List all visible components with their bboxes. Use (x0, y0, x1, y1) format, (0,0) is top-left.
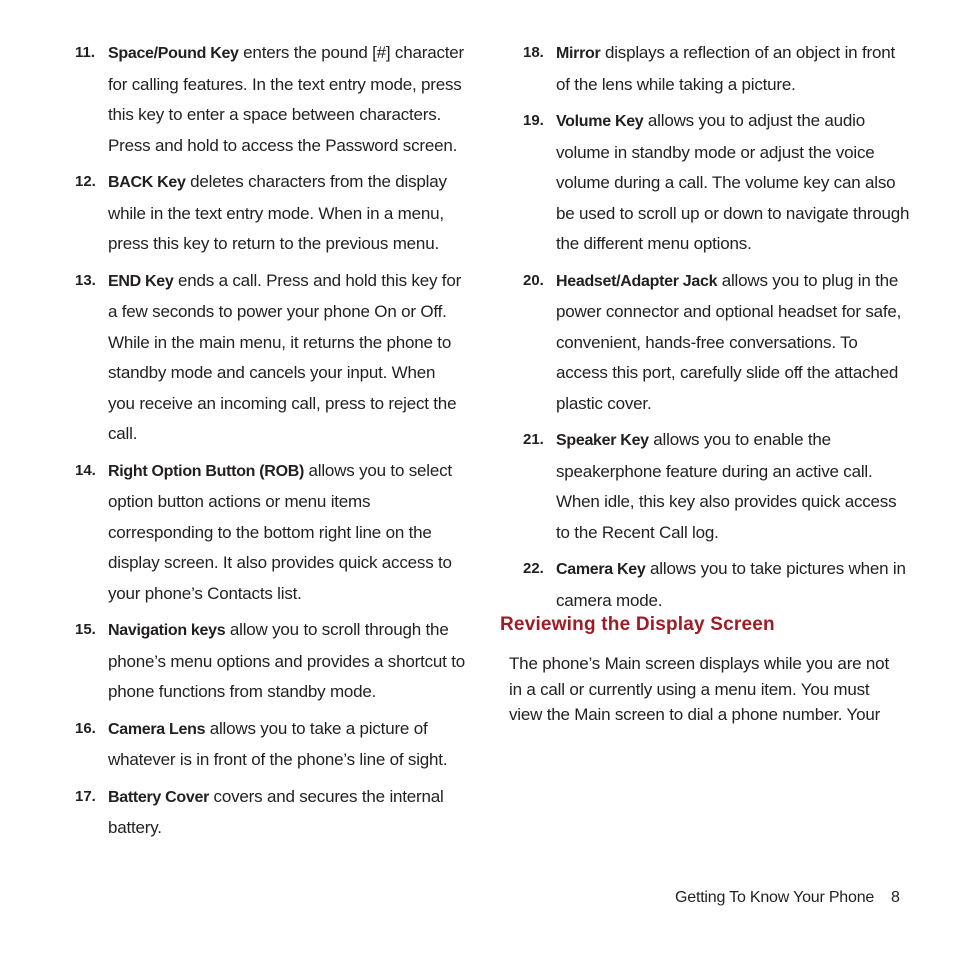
item-description: ends a call. Press and hold this key for a few seconds to power your phone On or Off. While in the main menu, it returns the phone to standby mode and cancels your input. When you receive an incoming call, press to reject the call. (108, 270, 462, 443)
item-description: allows you to take a picture of whatever is in front of the phone’s line of sight. (108, 718, 448, 769)
item-number: 15. (75, 621, 96, 638)
item-description: displays a reflection of an object in front of the lens while taking a picture. (556, 43, 895, 94)
item-number: 17. (75, 787, 96, 805)
item-number: 14. (75, 461, 96, 479)
item-term: END Key (108, 272, 174, 290)
list-item (523, 425, 913, 548)
item-number: 18. (523, 44, 544, 61)
list-item (75, 266, 465, 450)
item-description: covers and secures the internal battery. (108, 786, 444, 837)
item-description: allows you to plug in the power connector and optional headset for safe, convenient, hands-free conversations. To access this port, carefully slide off the attached plastic cover. (556, 270, 902, 413)
list-item (523, 106, 913, 260)
item-description: allows you to select option button actions or menu items corresponding to the bottom right line on the display screen. It also provides quick access to your phone’s Contacts list. (108, 460, 452, 603)
item-term: Camera Key (556, 561, 646, 578)
list-item (523, 266, 913, 420)
left-column (75, 38, 465, 850)
list-item (75, 456, 465, 610)
item-term: Battery Cover (108, 788, 210, 806)
item-term: Mirror (556, 45, 601, 62)
item-term: Camera Lens (108, 720, 206, 738)
item-number: 20. (523, 271, 544, 289)
item-description: deletes characters from the display while in the text entry mode. When in a menu, press this key to return to the previous menu. (108, 172, 447, 253)
item-term: BACK Key (108, 174, 186, 191)
item-number: 19. (523, 112, 544, 129)
item-term: Space/Pound Key (108, 45, 239, 62)
right-column (523, 38, 913, 622)
list-item (75, 714, 465, 776)
list-item (75, 167, 465, 260)
item-number: 22. (523, 560, 544, 577)
list-item (75, 782, 465, 844)
item-number: 11. (75, 44, 96, 61)
item-number: 12. (75, 173, 96, 190)
item-term: Headset/Adapter Jack (556, 272, 718, 290)
item-term: Navigation keys (108, 622, 226, 639)
page-number: 8 (891, 889, 900, 906)
item-description: allow you to scroll through the phone’s menu options and provides a shortcut to phone functions from standby mode. (108, 620, 465, 701)
item-description: allows you to adjust the audio volume in standby mode or adjust the voice volume during a call. The volume key can also be used to scroll up or down to navigate through the different menu options. (556, 111, 910, 253)
list-item (523, 554, 913, 616)
footer-chapter-title: Getting To Know Your Phone (675, 889, 875, 906)
item-number: 13. (75, 271, 96, 289)
section-paragraph: The phone’s Main screen displays while you are not in a call or currently using a menu item. You must view the Main screen to dial a phone number. Your (509, 654, 889, 724)
item-description: allows you to enable the speakerphone feature during an active call. When idle, this key also provides quick access to the Recent Call log. (556, 430, 897, 542)
item-term: Volume Key (556, 113, 644, 130)
item-number: 21. (523, 431, 544, 448)
item-term: Speaker Key (556, 432, 649, 449)
item-number: 16. (75, 719, 96, 737)
item-description: allows you to take pictures when in camera mode. (556, 559, 906, 610)
section-heading: Reviewing the Display Screen (500, 614, 775, 635)
list-item (75, 38, 465, 161)
item-term: Right Option Button (ROB) (108, 462, 304, 480)
item-description: enters the pound [#] character for calling features. In the text entry mode, press this key to enter a space between characters. Press and hold to access the Password screen. (108, 43, 464, 155)
list-item (75, 615, 465, 708)
list-item (523, 38, 913, 100)
